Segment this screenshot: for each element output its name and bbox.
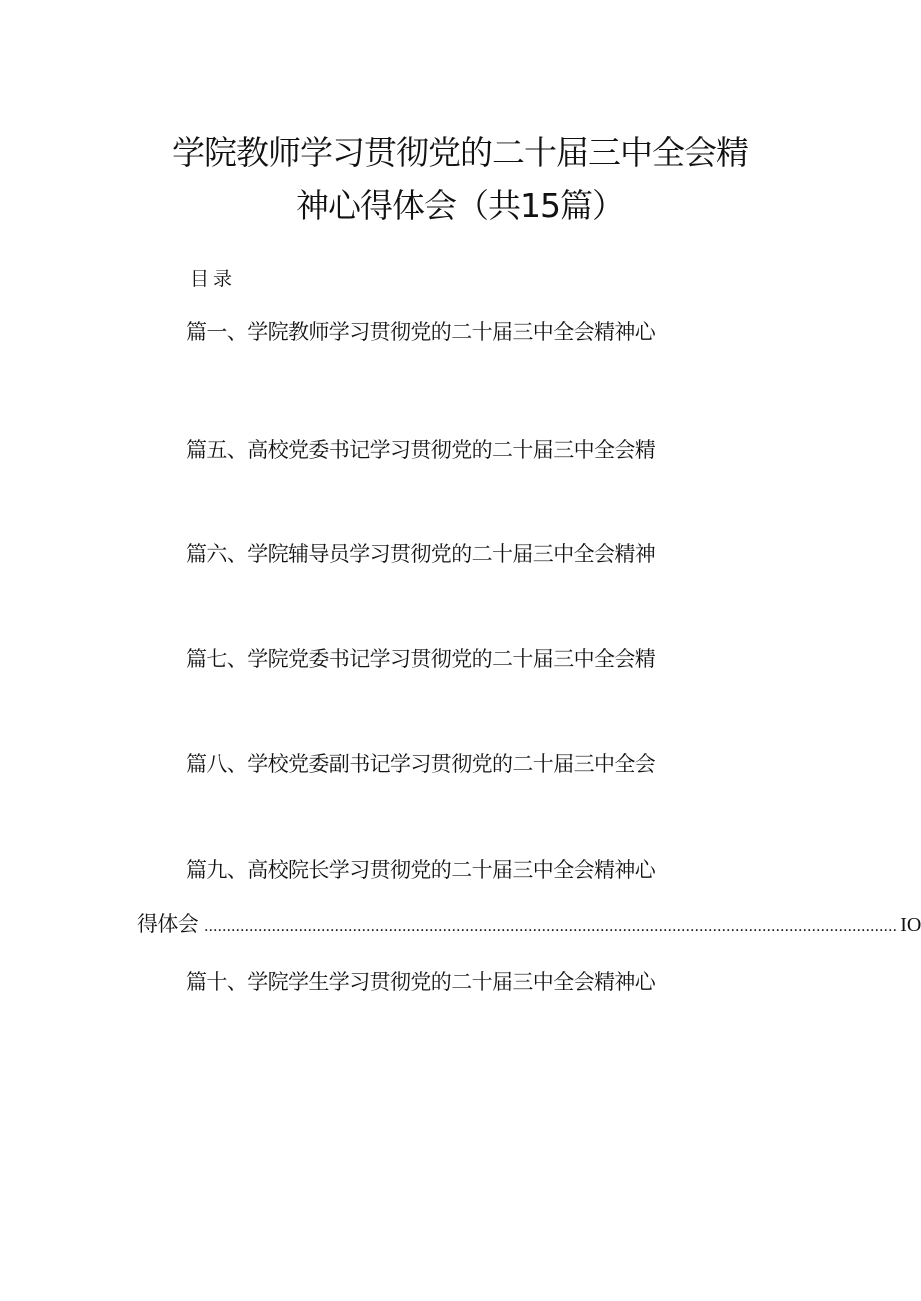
toc-entry-6[interactable]: 篇六、学院辅导员学习贯彻党的二十届三中全会精神	[186, 542, 656, 566]
toc-entry-10[interactable]: 篇十、学院学生学习贯彻党的二十届三中全会精神心	[186, 970, 656, 994]
toc-continuation-text: 得体会	[137, 912, 199, 936]
toc-entry-9[interactable]: 篇九、高校院长学习贯彻党的二十届三中全会精神心	[186, 858, 656, 882]
document-title-line-1: 学院教师学习贯彻党的二十届三中全会精	[172, 133, 748, 172]
toc-heading: 目录	[190, 268, 237, 290]
toc-page-number: IO	[900, 914, 921, 936]
toc-dot-leader: ..........................................................................................................................................................	[204, 918, 898, 935]
toc-entry-8[interactable]: 篇八、学校党委副书记学习贯彻党的二十届三中全会	[186, 752, 656, 776]
toc-entry-9-continuation[interactable]	[137, 910, 921, 940]
toc-entry-1[interactable]: 篇一、学院教师学习贯彻党的二十届三中全会精神心	[186, 320, 656, 344]
document-title-line-2: 神心得体会（共15篇）	[296, 186, 624, 225]
toc-entry-7[interactable]: 篇七、学院党委书记学习贯彻党的二十届三中全会精	[186, 647, 656, 671]
toc-entry-5[interactable]: 篇五、高校党委书记学习贯彻党的二十届三中全会精	[186, 438, 656, 462]
